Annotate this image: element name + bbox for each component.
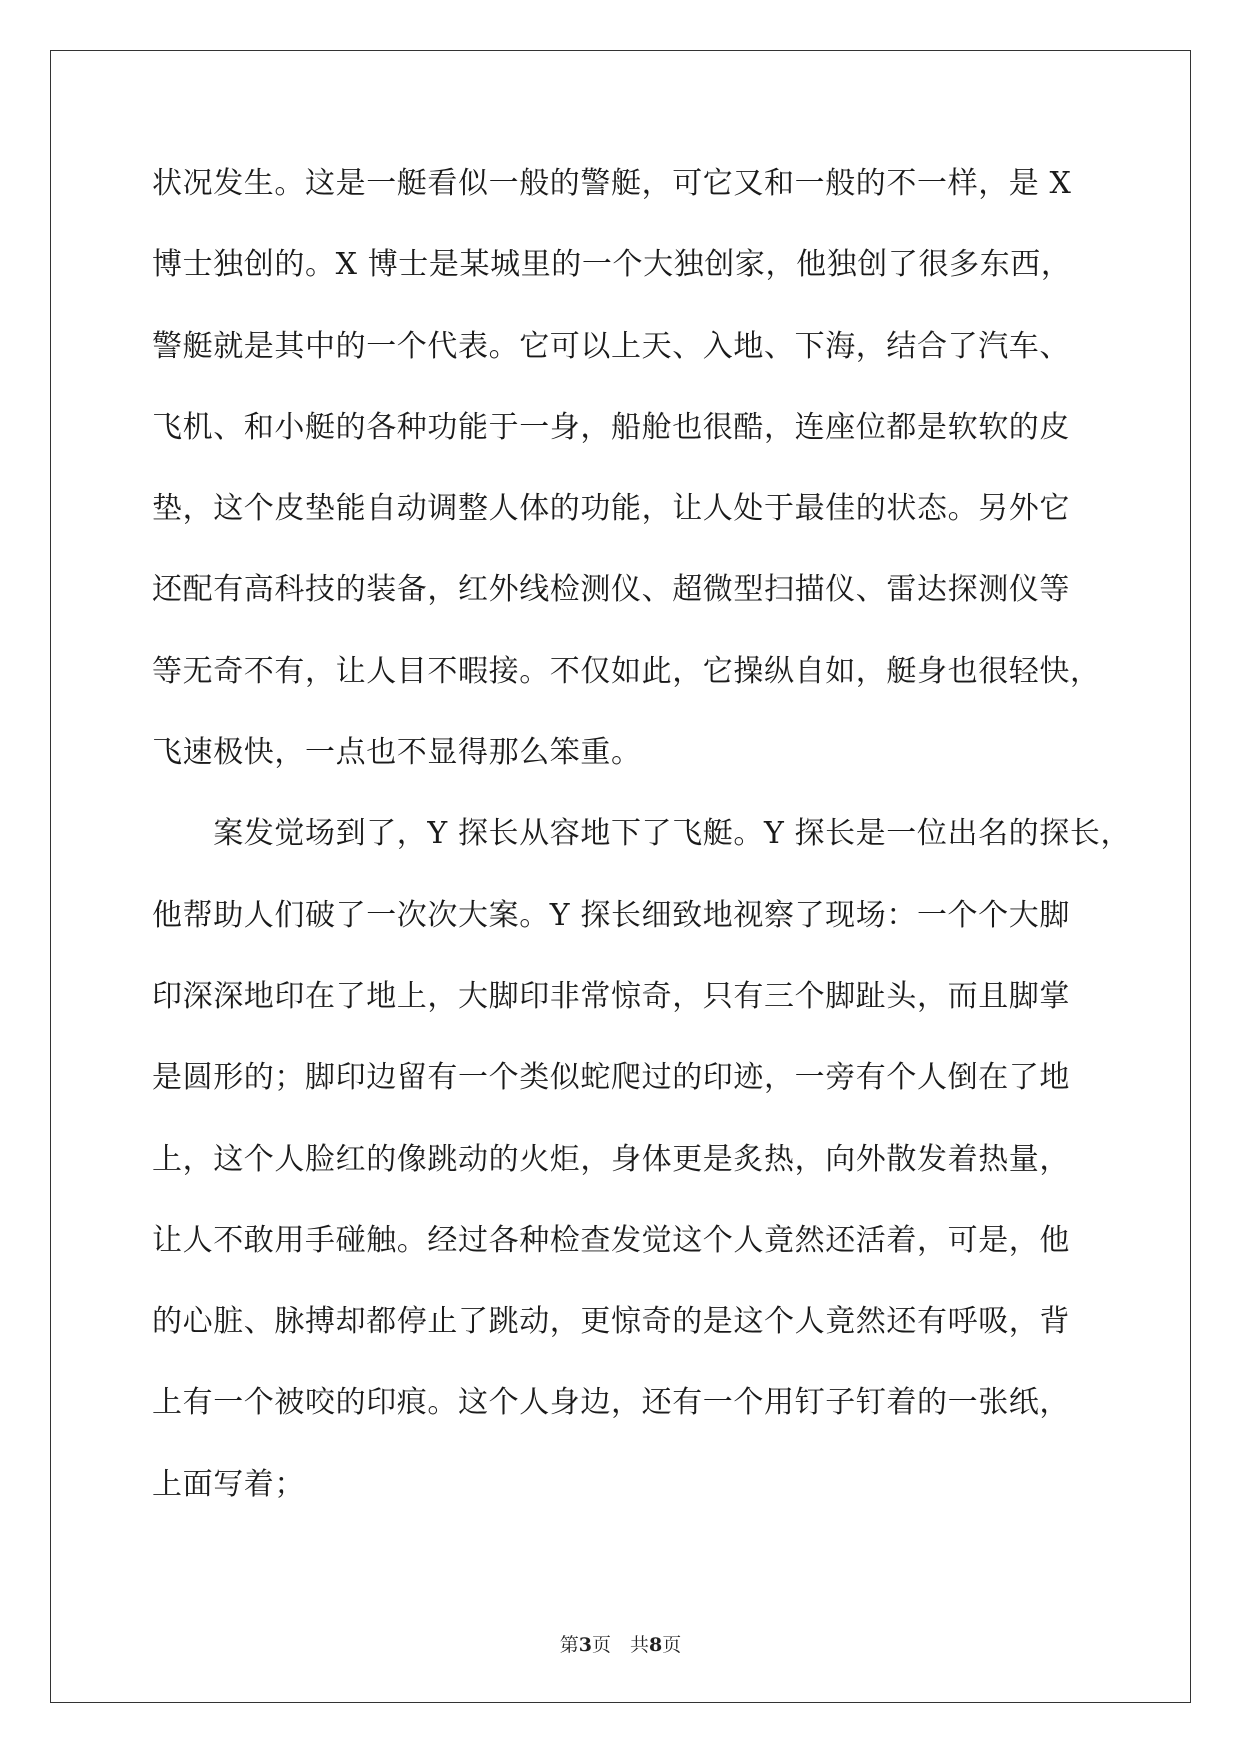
text-line: 上有一个被咬的印痕。这个人身边，还有一个用钉子钉着的一张纸， — [152, 1385, 1070, 1421]
footer-middle: 页 共 — [591, 1634, 649, 1656]
text-line: 飞速极快，一点也不显得那么笨重。 — [152, 735, 642, 771]
text-line: 垫，这个皮垫能自动调整人体的功能，让人处于最佳的状态。另外它 — [152, 491, 1070, 527]
text-line: 印深深地印在了地上，大脚印非常惊奇，只有三个脚趾头，而且脚掌 — [152, 978, 1070, 1014]
text-line: 的心脏、脉搏却都停止了跳动，更惊奇的是这个人竟然还有呼吸，背 — [152, 1304, 1070, 1340]
text-line: 他帮助人们破了一次次大案。Y 探长细致地视察了现场：一个个大脚 — [152, 897, 1070, 933]
text-line: 案发觉场到了，Y 探长从容地下了飞艇。Y 探长是一位出名的探长， — [152, 816, 1132, 852]
text-line: 是圆形的；脚印边留有一个类似蛇爬过的印迹，一旁有个人倒在了地 — [152, 1060, 1070, 1096]
text-line: 让人不敢用手碰触。经过各种检查发觉这个人竟然还活着，可是，他 — [152, 1222, 1070, 1258]
text-line: 状况发生。这是一艇看似一般的警艇，可它又和一般的不一样，是 X — [152, 166, 1072, 201]
page-footer — [0, 1630, 1241, 1657]
text-line: 博士独创的。X 博士是某城里的一个大独创家，他独创了很多东西， — [152, 247, 1072, 283]
text-line: 警艇就是其中的一个代表。它可以上天、入地、下海，结合了汽车、 — [152, 328, 1070, 364]
text-line: 飞机、和小艇的各种功能于一身，船舱也很酷，连座位都是软软的皮 — [152, 409, 1070, 445]
current-page-number: 3 — [578, 1634, 592, 1656]
text-line: 上面写着； — [152, 1466, 305, 1502]
footer-suffix: 页 — [662, 1634, 682, 1656]
footer-prefix: 第 — [559, 1634, 579, 1656]
text-line: 等无奇不有，让人目不暇接。不仅如此，它操纵自如，艇身也很轻快， — [152, 653, 1101, 689]
text-line: 还配有高科技的装备，红外线检测仪、超微型扫描仪、雷达探测仪等 — [152, 572, 1070, 608]
text-line: 上，这个人脸红的像跳动的火炬，身体更是炙热，向外散发着热量， — [152, 1141, 1070, 1177]
document-body — [152, 166, 1132, 1548]
total-page-count: 8 — [649, 1634, 663, 1656]
